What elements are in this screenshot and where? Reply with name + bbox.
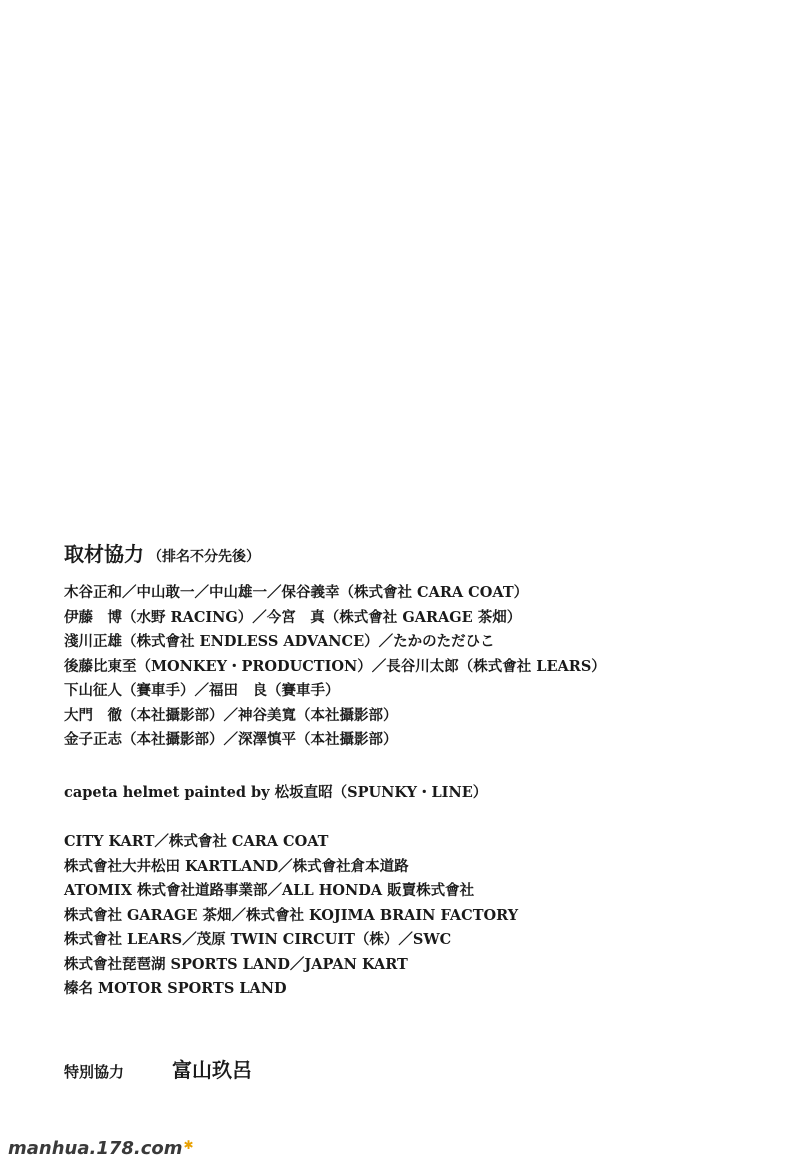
sponsor-line: 株式會社 GARAGE 茶畑／株式會社 KOJIMA BRAIN FACTORY: [64, 906, 519, 924]
heading-title: 取材協力: [64, 542, 144, 566]
sponsor-line: 株式會社大井松田 KARTLAND／株式會社倉本道路: [64, 857, 409, 875]
helmet-credit: [64, 781, 487, 806]
credit-line: 金子正志（本社攝影部）／深澤慎平（本社攝影部）: [64, 731, 398, 748]
site-watermark: [8, 1138, 194, 1159]
credit-line: 後藤比東至（MONKEY・PRODUCTION）／長谷川太郎（株式會社 LEARS）: [64, 657, 606, 675]
star-icon: ✱: [183, 1138, 194, 1152]
watermark-text: manhua.178.com: [8, 1138, 183, 1159]
credits-list: [64, 581, 606, 753]
sponsor-line: 株式會社 LEARS／茂原 TWIN CIRCUIT（株）／SWC: [64, 931, 452, 948]
sponsor-line: 榛名 MOTOR SPORTS LAND: [64, 980, 287, 997]
sponsor-line: CITY KART／株式會社 CARA COAT: [64, 833, 329, 850]
credit-line: 大門 徹（本社攝影部）／神谷美寬（本社攝影部）: [64, 706, 398, 724]
credit-line: 淺川正雄（株式會社 ENDLESS ADVANCE）／たかのただひこ: [64, 633, 495, 650]
sponsor-line: 株式會社琵琶湖 SPORTS LAND／JAPAN KART: [64, 955, 408, 973]
special-thanks: [64, 1054, 252, 1083]
credit-line: 下山征人（賽車手）／福田 良（賽車手）: [64, 682, 340, 699]
special-thanks-label: 特別協力: [64, 1063, 125, 1081]
sponsor-line: ATOMIX 株式會社道路事業部／ALL HONDA 販賣株式會社: [64, 882, 475, 899]
special-thanks-name: 富山玖呂: [172, 1058, 252, 1082]
sponsors-list: [64, 830, 518, 1002]
helmet-credit-line: capeta helmet painted by 松坂直昭（SPUNKY・LINE）: [64, 784, 488, 801]
heading-note: （排名不分先後）: [148, 549, 260, 565]
credit-line: 伊藤 博（水野 RACING）／今宮 真（株式會社 GARAGE 茶畑）: [64, 608, 522, 626]
section-heading: [64, 538, 260, 567]
credit-line: 木谷正和／中山敢一／中山雄一／保谷義幸（株式會社 CARA COAT）: [64, 584, 529, 601]
